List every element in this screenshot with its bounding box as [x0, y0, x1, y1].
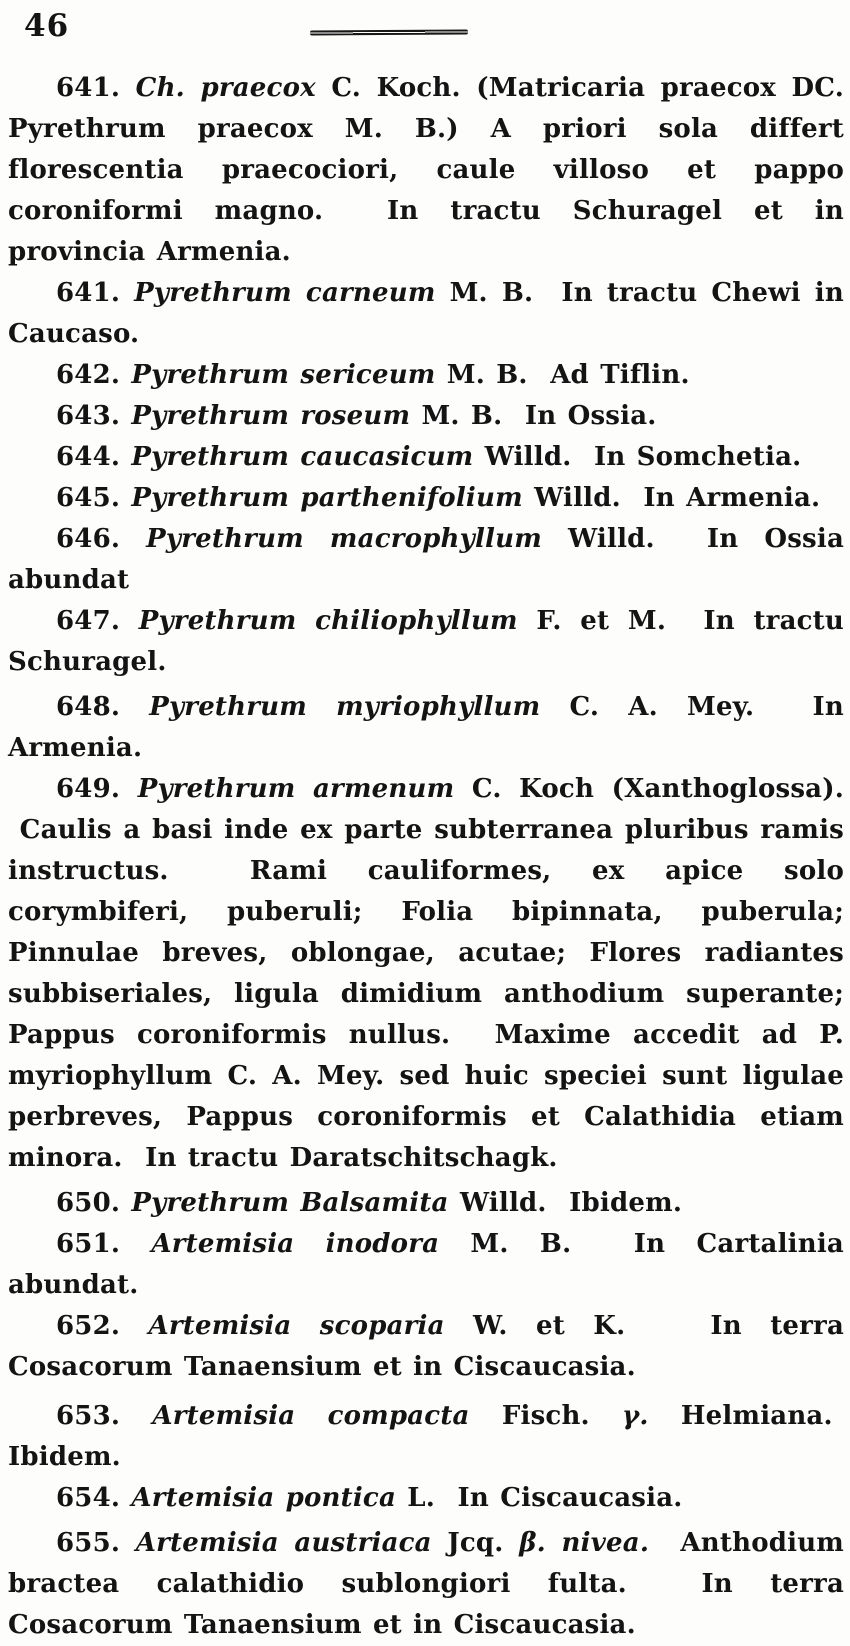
authority: Willd.: [459, 1188, 558, 1218]
entry-text: Ibidem.: [557, 1188, 683, 1218]
entry-text: Caulis a basi inde ex parte subterranea pluribus ramis instructus. Rami cauliformes, ex apice solo corymbiferi, puberuli; Folia bipinnata, puberula; Pinnulae breves, oblongae, acutae; Flores radiantes subbiseriales, ligula dimidium anthodium superante; Pappus coroniformis nullus. Maxime accedit ad P. myriophyllum C. A. Mey. sed huic speciei sunt ligulae perbreves, Pappus coroniformis et Calathidia etiam minora. In tractu Daratschitschagk.: [8, 815, 844, 1173]
header-rule: [310, 29, 468, 35]
entry-number: 647.: [56, 606, 139, 636]
entry-text: In Ossia.: [513, 401, 657, 431]
species-name: Pyrethrum myriophyllum: [149, 692, 570, 722]
entry-648: [8, 687, 844, 769]
species-name: Pyrethrum chiliophyllum: [138, 606, 537, 636]
entry-653: [8, 1396, 844, 1478]
species-name: Ch. praecox: [135, 73, 332, 103]
entry-number: 651.: [56, 1229, 152, 1259]
entry-number: 649.: [56, 774, 138, 804]
entry-number: 641.: [56, 278, 135, 308]
species-name: Artemisia compacta: [152, 1401, 502, 1431]
entry-text: In Cartalinia abundat.: [8, 1229, 844, 1300]
authority: M. B.: [449, 278, 548, 308]
authority: Jcq.: [447, 1528, 520, 1558]
entry-number: 654.: [56, 1483, 132, 1513]
authority: M. B.: [421, 401, 514, 431]
species-name: Pyrethrum macrophyllum: [146, 524, 568, 554]
entry-643: [8, 396, 844, 437]
authority: Fisch.: [501, 1401, 623, 1431]
entry-text: In Armenia.: [632, 483, 821, 513]
entry-text: (Matricaria praecox DC. Pyrethrum praecox M. B.) A priori sola differt florescentia praecociori, caule villoso et pappo coroniformi magno. In tractu Schuragel et in provincia Armenia.: [8, 73, 844, 267]
entry-641b: [8, 273, 844, 355]
authority: Willd.: [484, 442, 583, 472]
entry-number: 645.: [56, 483, 132, 513]
authority: M. B.: [470, 1229, 603, 1259]
species-name: Pyrethrum parthenifolium: [131, 483, 535, 513]
entry-642: [8, 355, 844, 396]
entry-650: [8, 1183, 844, 1224]
entry-number: 653.: [56, 1401, 153, 1431]
species-list: [8, 68, 844, 1646]
species-name: Pyrethrum armenum: [137, 774, 472, 804]
page-header: [8, 8, 844, 68]
authority: Willd.: [567, 524, 681, 554]
variety-label: β. nivea.: [519, 1528, 665, 1558]
species-name: Artemisia inodora: [151, 1229, 471, 1259]
entry-645: [8, 478, 844, 519]
entry-number: 644.: [56, 442, 132, 472]
species-name: Pyrethrum roseum: [131, 401, 422, 431]
entry-number: 652.: [56, 1311, 149, 1341]
species-name: Artemisia austriaca: [135, 1528, 448, 1558]
authority: M. B.: [446, 360, 539, 390]
entry-text: In terra Cosacorum Tanaensium et in Ciscaucasia.: [8, 1311, 844, 1382]
entry-651: [8, 1224, 844, 1306]
entry-number: 641.: [56, 73, 136, 103]
authority: W. et K.: [473, 1311, 654, 1341]
entry-number: 648.: [56, 692, 150, 722]
entry-text: In Armenia.: [8, 692, 844, 763]
entry-649: [8, 769, 844, 1179]
species-name: Pyrethrum carneum: [134, 278, 450, 308]
species-name: Pyrethrum sericeum: [131, 360, 447, 390]
authority: C. Koch (Xanthoglossa).: [471, 774, 844, 804]
entry-text: In tractu Chewi in Caucaso.: [8, 278, 844, 349]
entry-652: [8, 1306, 844, 1388]
authority: Willd.: [534, 483, 633, 513]
entry-number: 650.: [56, 1188, 132, 1218]
authority: L.: [407, 1483, 447, 1513]
variety-label: γ.: [622, 1401, 681, 1431]
entry-text: In tractu Schuragel.: [8, 606, 844, 677]
entry-text: Anthodium bractea calathidio sublongiori fulta. In terra Cosacorum Tanaensium et in Ciscaucasia.: [8, 1528, 845, 1640]
page-number: 46: [24, 8, 70, 44]
entry-646: [8, 519, 844, 601]
authority: C. A. Mey.: [569, 692, 784, 722]
entry-644: [8, 437, 844, 478]
entry-number: 643.: [56, 401, 132, 431]
entry-number: 655.: [56, 1528, 136, 1558]
species-name: Pyrethrum Balsamita: [131, 1188, 460, 1218]
entry-text: In Ossia abundat: [8, 524, 844, 595]
entry-number: 646.: [56, 524, 147, 554]
entry-number: 642.: [56, 360, 132, 390]
entry-641a: [8, 68, 844, 273]
entry-654: [8, 1478, 844, 1519]
entry-655: [8, 1523, 844, 1646]
authority: F. et M.: [536, 606, 685, 636]
species-name: Pyrethrum caucasicum: [131, 442, 485, 472]
entry-text: In Somchetia.: [582, 442, 802, 472]
species-name: Artemisia pontica: [131, 1483, 408, 1513]
entry-647: [8, 601, 844, 683]
authority: C. Koch.: [331, 73, 477, 103]
species-name: Artemisia scoparia: [148, 1311, 474, 1341]
entry-text: Ad Tiflin.: [538, 360, 690, 390]
entry-text: In Ciscaucasia.: [446, 1483, 683, 1513]
entry-text: Helmiana. Ibidem.: [8, 1401, 844, 1472]
